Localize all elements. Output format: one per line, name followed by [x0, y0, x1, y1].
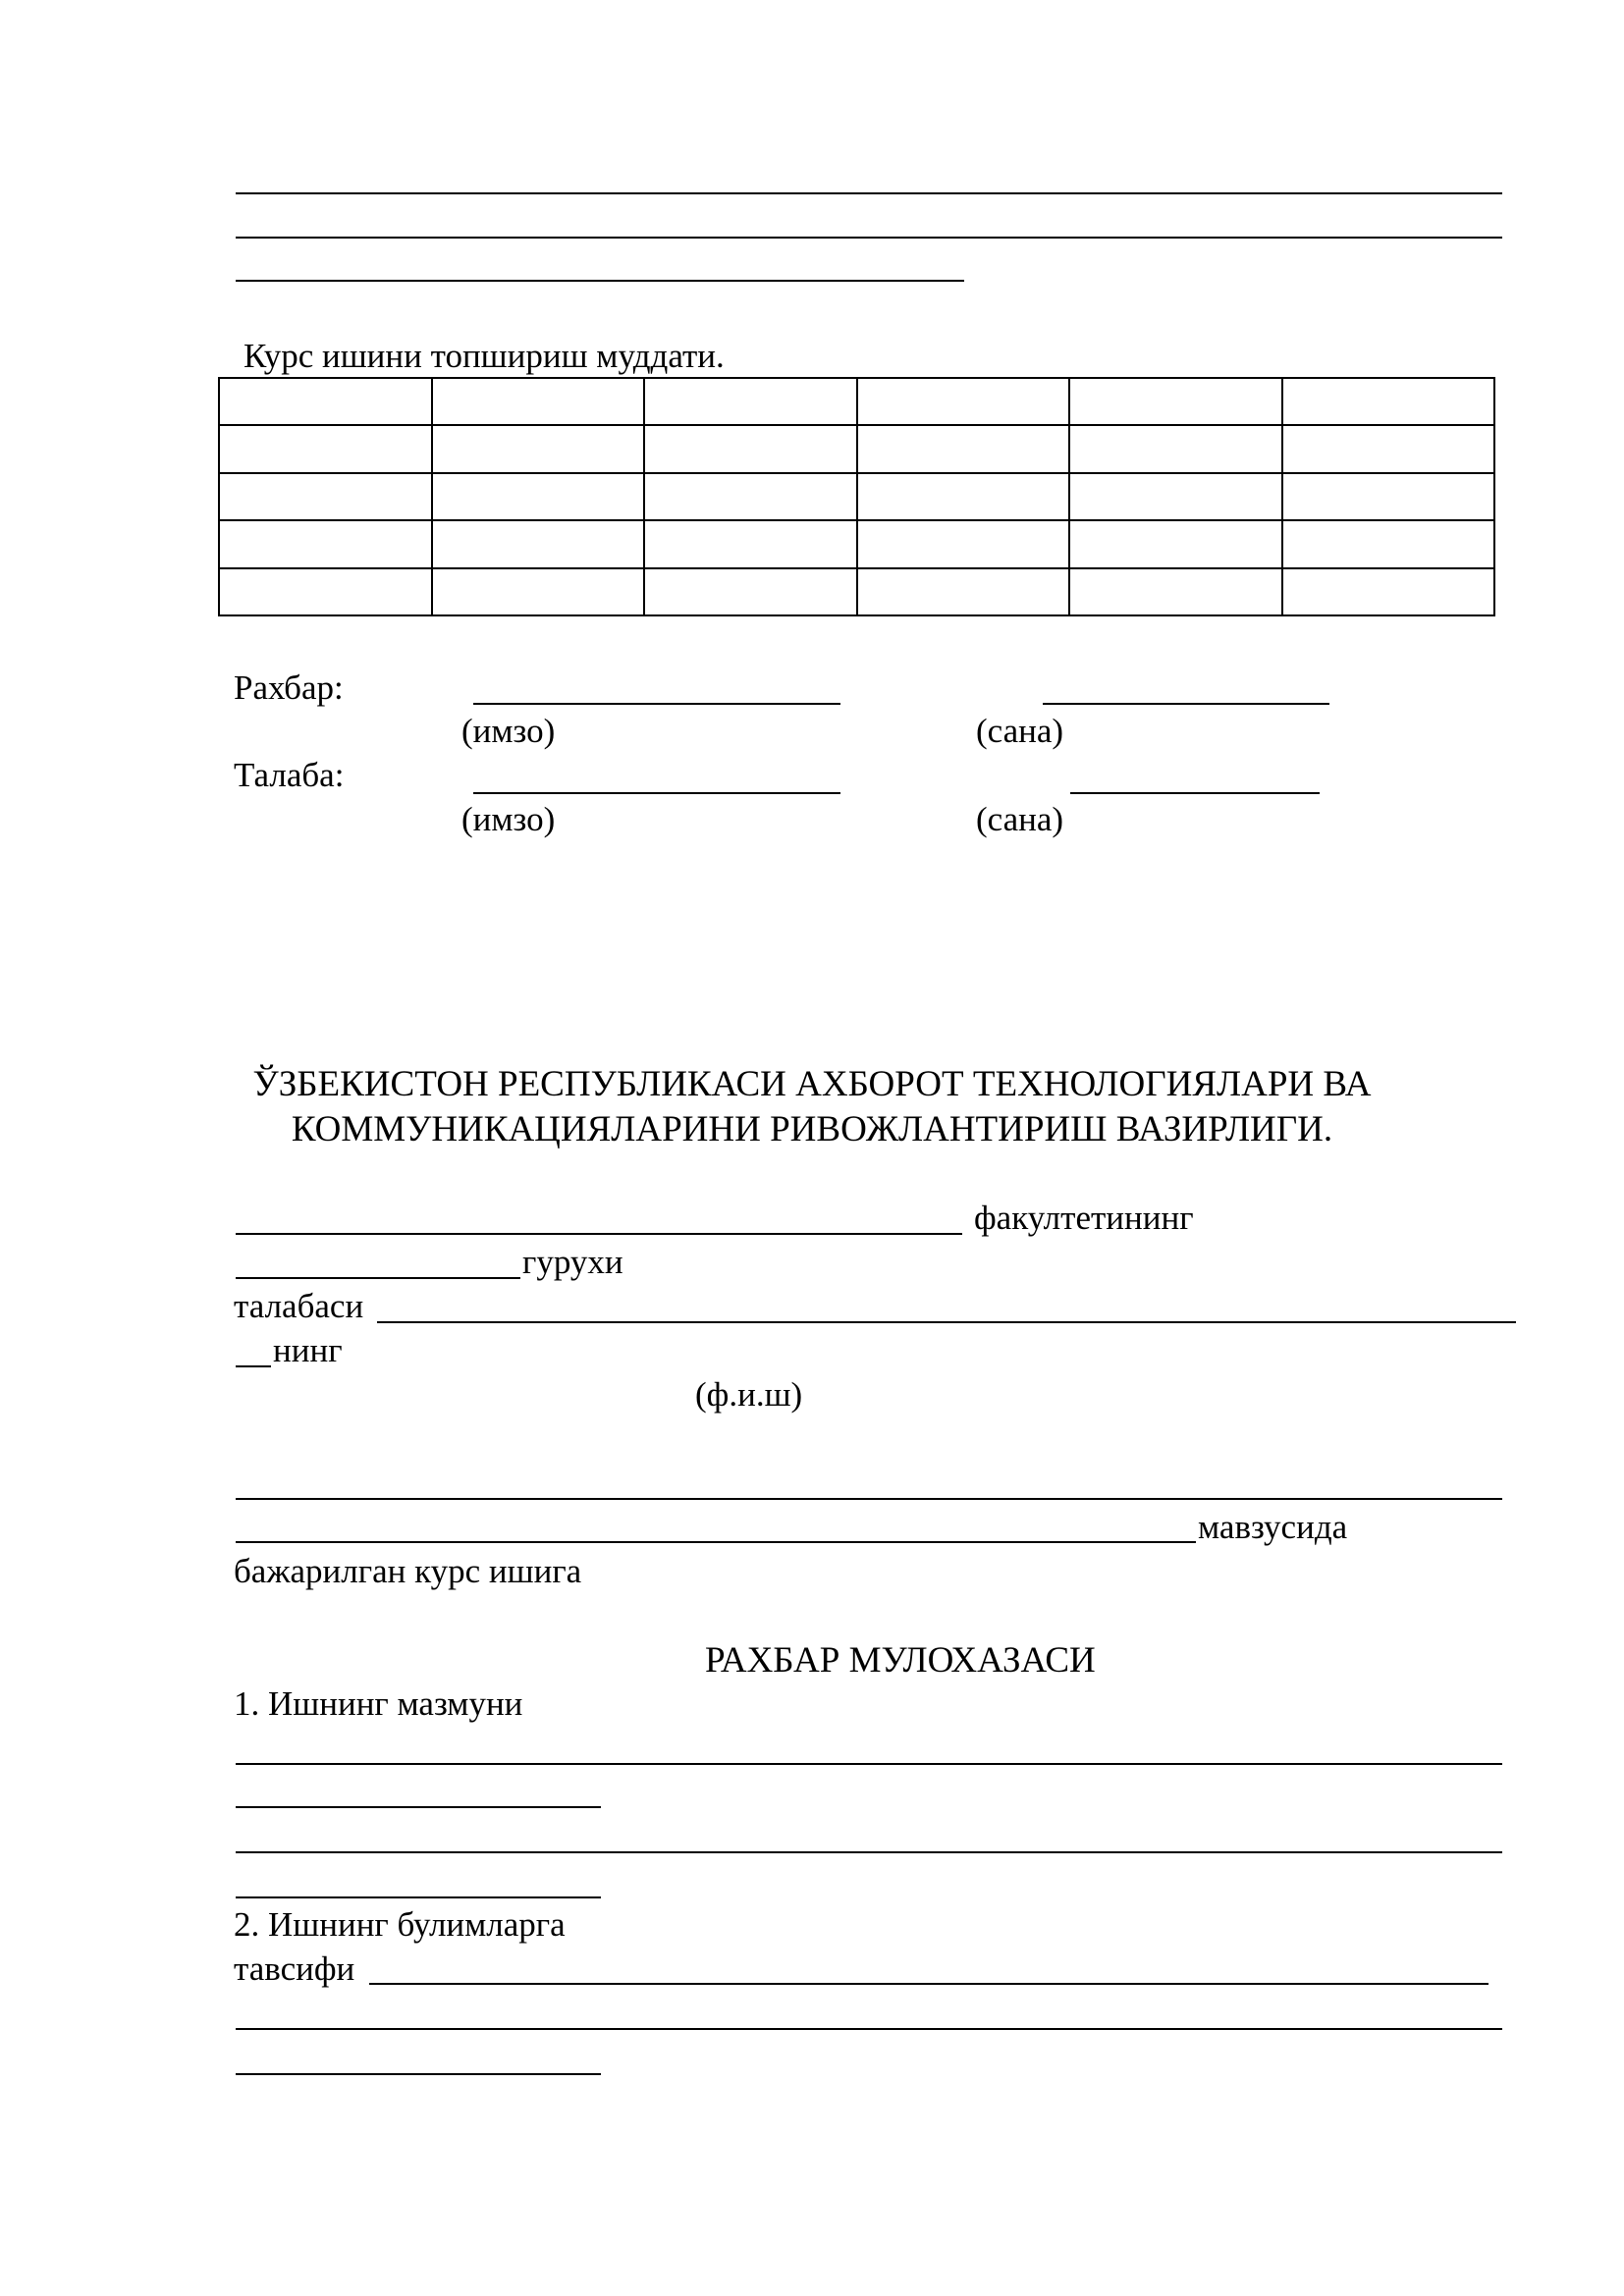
blank-line-top-2[interactable]: [236, 237, 1502, 239]
student-signature-line[interactable]: [473, 792, 840, 794]
deadline-table-cell[interactable]: [219, 473, 432, 520]
content-blank-1[interactable]: [236, 1763, 1502, 1765]
content-blank-3[interactable]: [236, 1851, 1502, 1853]
blank-line-top-1[interactable]: [236, 192, 1502, 194]
content-blank-2[interactable]: [236, 1806, 601, 1808]
student-name-blank[interactable]: [377, 1321, 1516, 1323]
ministry-title-line-1: ЎЗБЕКИСТОН РЕСПУБЛИКАСИ АХБОРОТ ТЕХНОЛОГИЯЛАРИ ВА: [252, 1064, 1372, 1104]
deadline-table-cell[interactable]: [1069, 473, 1282, 520]
review-item-2-line-1: 2. Ишнинг булимларга: [234, 1905, 566, 1944]
genitive-suffix: нинг: [273, 1331, 343, 1369]
deadline-table-cell[interactable]: [644, 378, 857, 425]
student-date-caption: (сана): [976, 800, 1064, 838]
deadline-table-cell[interactable]: [644, 520, 857, 567]
deadline-table-cell[interactable]: [1282, 520, 1495, 567]
topic-blank-1[interactable]: [236, 1498, 1502, 1500]
student-prefix: талабаси: [234, 1287, 364, 1325]
student-date-line[interactable]: [1070, 792, 1320, 794]
deadline-table-cell[interactable]: [1069, 378, 1282, 425]
sections-blank-3[interactable]: [236, 2028, 1502, 2030]
student-signature-caption: (имзо): [461, 800, 556, 838]
deadline-table-cell[interactable]: [219, 425, 432, 472]
deadline-table-row: [219, 425, 1494, 472]
supervisor-date-line[interactable]: [1043, 703, 1329, 705]
deadline-table-cell[interactable]: [1282, 425, 1495, 472]
name-caption: (ф.и.ш): [695, 1375, 803, 1414]
deadline-table-cell[interactable]: [219, 378, 432, 425]
deadline-table-cell[interactable]: [219, 520, 432, 567]
group-suffix: гурухи: [522, 1243, 623, 1281]
deadline-table-cell[interactable]: [857, 520, 1070, 567]
deadline-table-cell[interactable]: [432, 568, 645, 615]
review-item-1: 1. Ишнинг мазмуни: [234, 1684, 523, 1723]
faculty-suffix: факултетининг: [974, 1199, 1194, 1237]
content-blank-4[interactable]: [236, 1896, 601, 1898]
deadline-table-cell[interactable]: [857, 425, 1070, 472]
deadline-table-cell[interactable]: [644, 425, 857, 472]
deadline-label: Курс ишини топшириш муддати.: [244, 337, 725, 375]
deadline-table-cell[interactable]: [219, 568, 432, 615]
sections-blank-1[interactable]: [369, 1983, 872, 1985]
deadline-table-row: [219, 520, 1494, 567]
deadline-table-row: [219, 473, 1494, 520]
supervisor-label: Рахбар:: [234, 668, 344, 707]
sections-blank-2[interactable]: [872, 1983, 1489, 1985]
deadline-table-row: [219, 378, 1494, 425]
student-label: Талаба:: [234, 756, 345, 794]
deadline-table-cell[interactable]: [1282, 568, 1495, 615]
deadline-table-cell[interactable]: [857, 473, 1070, 520]
topic-suffix: мавзусида: [1198, 1508, 1348, 1546]
supervisor-signature-caption: (имзо): [461, 712, 556, 750]
deadline-table-cell[interactable]: [1282, 473, 1495, 520]
review-title: РАХБАР МУЛОХАЗАСИ: [705, 1640, 1096, 1681]
review-item-2-line-2: тавсифи: [234, 1949, 355, 1988]
deadline-table: [218, 377, 1495, 616]
supervisor-signature-line[interactable]: [473, 703, 840, 705]
deadline-table-row: [219, 568, 1494, 615]
deadline-table-cell[interactable]: [857, 568, 1070, 615]
work-line: бажарилган курс ишига: [234, 1552, 582, 1590]
genitive-blank[interactable]: [236, 1365, 271, 1367]
deadline-table-cell[interactable]: [1069, 520, 1282, 567]
deadline-table-cell[interactable]: [644, 568, 857, 615]
deadline-table-cell[interactable]: [857, 378, 1070, 425]
deadline-table-cell[interactable]: [1069, 568, 1282, 615]
faculty-blank[interactable]: [236, 1233, 962, 1235]
blank-line-top-3[interactable]: [236, 280, 964, 282]
deadline-table-cell[interactable]: [432, 473, 645, 520]
deadline-table-cell[interactable]: [1069, 425, 1282, 472]
deadline-table-cell[interactable]: [432, 425, 645, 472]
deadline-table-cell[interactable]: [432, 378, 645, 425]
deadline-table-cell[interactable]: [1282, 378, 1495, 425]
deadline-table-cell[interactable]: [644, 473, 857, 520]
supervisor-date-caption: (сана): [976, 712, 1064, 750]
group-blank[interactable]: [236, 1277, 520, 1279]
topic-blank-2[interactable]: [236, 1541, 1196, 1543]
deadline-table-cell[interactable]: [432, 520, 645, 567]
sections-blank-4[interactable]: [236, 2073, 601, 2075]
ministry-title-line-2: КОММУНИКАЦИЯЛАРИНИ РИВОЖЛАНТИРИШ ВАЗИРЛИГИ.: [291, 1109, 1333, 1149]
